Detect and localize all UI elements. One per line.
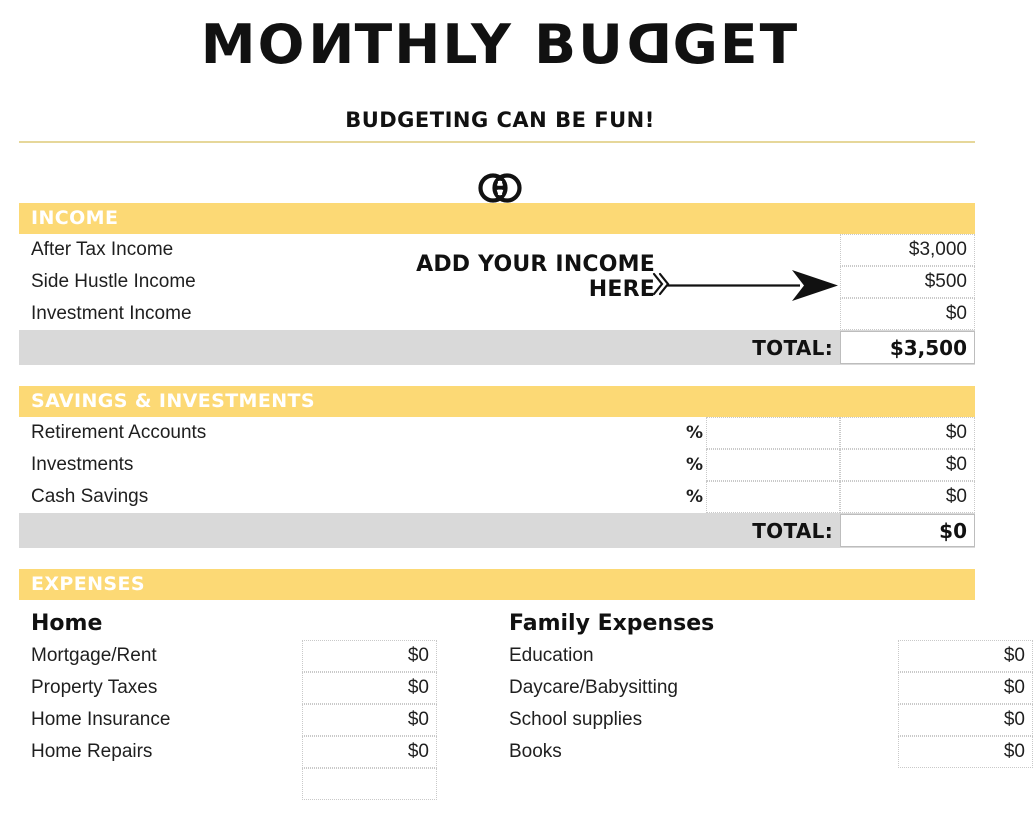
table-row-partial: [19, 768, 497, 800]
row-label: Books: [509, 741, 562, 762]
expense-value-cell[interactable]: $0: [302, 672, 437, 704]
annotation-line-1: ADD YOUR INCOME: [416, 252, 655, 277]
table-row: [19, 481, 975, 513]
savings-percent-input[interactable]: [706, 481, 840, 513]
expense-column-home: [19, 607, 497, 800]
income-total-row: [19, 330, 975, 365]
section-spacer: [19, 548, 975, 569]
expense-value-cell[interactable]: $0: [302, 736, 437, 768]
expense-value-cell[interactable]: $0: [302, 640, 437, 672]
expense-value-cell[interactable]: $0: [898, 672, 1033, 704]
income-rows: [19, 234, 975, 330]
row-label: Property Taxes: [31, 677, 158, 698]
section-title-savings: SAVINGS & INVESTMENTS: [31, 390, 315, 412]
expense-value-cell[interactable]: $0: [898, 736, 1033, 768]
savings-total-row: [19, 513, 975, 548]
table-row: [19, 672, 497, 704]
expense-column-heading: Family Expenses: [509, 611, 715, 636]
expense-value-cell[interactable]: $0: [302, 704, 437, 736]
row-label: Education: [509, 645, 594, 666]
table-row: [19, 704, 497, 736]
page-title-flipped-n: N: [306, 13, 355, 76]
percent-symbol: %: [685, 423, 703, 443]
income-value-cell[interactable]: $3,000: [840, 234, 975, 266]
section-header-savings: [19, 386, 975, 417]
expenses-body: [19, 600, 1025, 800]
page-title-segment-1: MO: [200, 13, 307, 76]
table-row: [497, 736, 1025, 768]
table-row: [19, 298, 975, 330]
page-title-segment-3: GET: [672, 13, 800, 76]
table-row: [497, 704, 1025, 736]
savings-value-cell[interactable]: $0: [840, 417, 975, 449]
row-label: Home Insurance: [31, 709, 171, 730]
page-subtitle: BUDGETING CAN BE FUN!: [345, 108, 655, 132]
annotation-line-2: HERE: [588, 277, 655, 303]
section-header-expenses: [19, 569, 975, 600]
expense-value-cell[interactable]: $0: [898, 704, 1033, 736]
header-divider: [19, 141, 975, 143]
table-row: [19, 234, 975, 266]
table-row: [19, 449, 975, 481]
savings-value-cell[interactable]: $0: [840, 481, 975, 513]
expense-value-cell[interactable]: $0: [898, 640, 1033, 672]
row-label: Mortgage/Rent: [31, 645, 157, 666]
table-row: [19, 640, 497, 672]
income-total-value: $3,500: [840, 331, 975, 364]
row-label: Home Repairs: [31, 741, 153, 762]
row-label: Investments: [31, 454, 134, 475]
section-spacer: [19, 365, 975, 386]
budget-sheet: [19, 203, 1025, 800]
section-header-income: [19, 203, 975, 234]
brand-logo: [0, 168, 1000, 208]
savings-percent-input[interactable]: [706, 449, 840, 481]
page-title-segment-2: THLY BU: [354, 13, 625, 76]
section-title-expenses: EXPENSES: [31, 573, 145, 595]
table-row: [19, 266, 975, 298]
row-label: After Tax Income: [31, 239, 174, 260]
savings-rows: [19, 417, 975, 513]
page-title-flipped-d: D: [624, 13, 673, 76]
savings-value-cell[interactable]: $0: [840, 449, 975, 481]
expense-column-heading: Home: [31, 611, 103, 636]
page-header: [0, 0, 1000, 132]
row-label: School supplies: [509, 709, 643, 730]
section-title-income: INCOME: [31, 207, 119, 229]
table-row: [19, 736, 497, 768]
row-label: Daycare/Babysitting: [509, 677, 678, 698]
total-label: TOTAL:: [752, 335, 833, 360]
page-title: [0, 13, 1010, 76]
table-row: [497, 672, 1025, 704]
total-label: TOTAL:: [752, 518, 833, 543]
savings-percent-input[interactable]: [706, 417, 840, 449]
table-row: [497, 640, 1025, 672]
row-label: Investment Income: [31, 303, 192, 324]
row-label: Cash Savings: [31, 486, 149, 507]
income-value-cell[interactable]: $500: [840, 266, 975, 298]
percent-symbol: %: [685, 487, 703, 507]
savings-total-value: $0: [840, 514, 975, 547]
expense-column-family: [497, 607, 1025, 800]
row-label: Side Hustle Income: [31, 271, 196, 292]
double-g-monogram-icon: [477, 171, 523, 205]
percent-symbol: %: [685, 455, 703, 475]
row-label: Retirement Accounts: [31, 422, 207, 443]
table-row: [19, 417, 975, 449]
expense-value-cell[interactable]: [302, 768, 437, 800]
income-value-cell[interactable]: $0: [840, 298, 975, 330]
